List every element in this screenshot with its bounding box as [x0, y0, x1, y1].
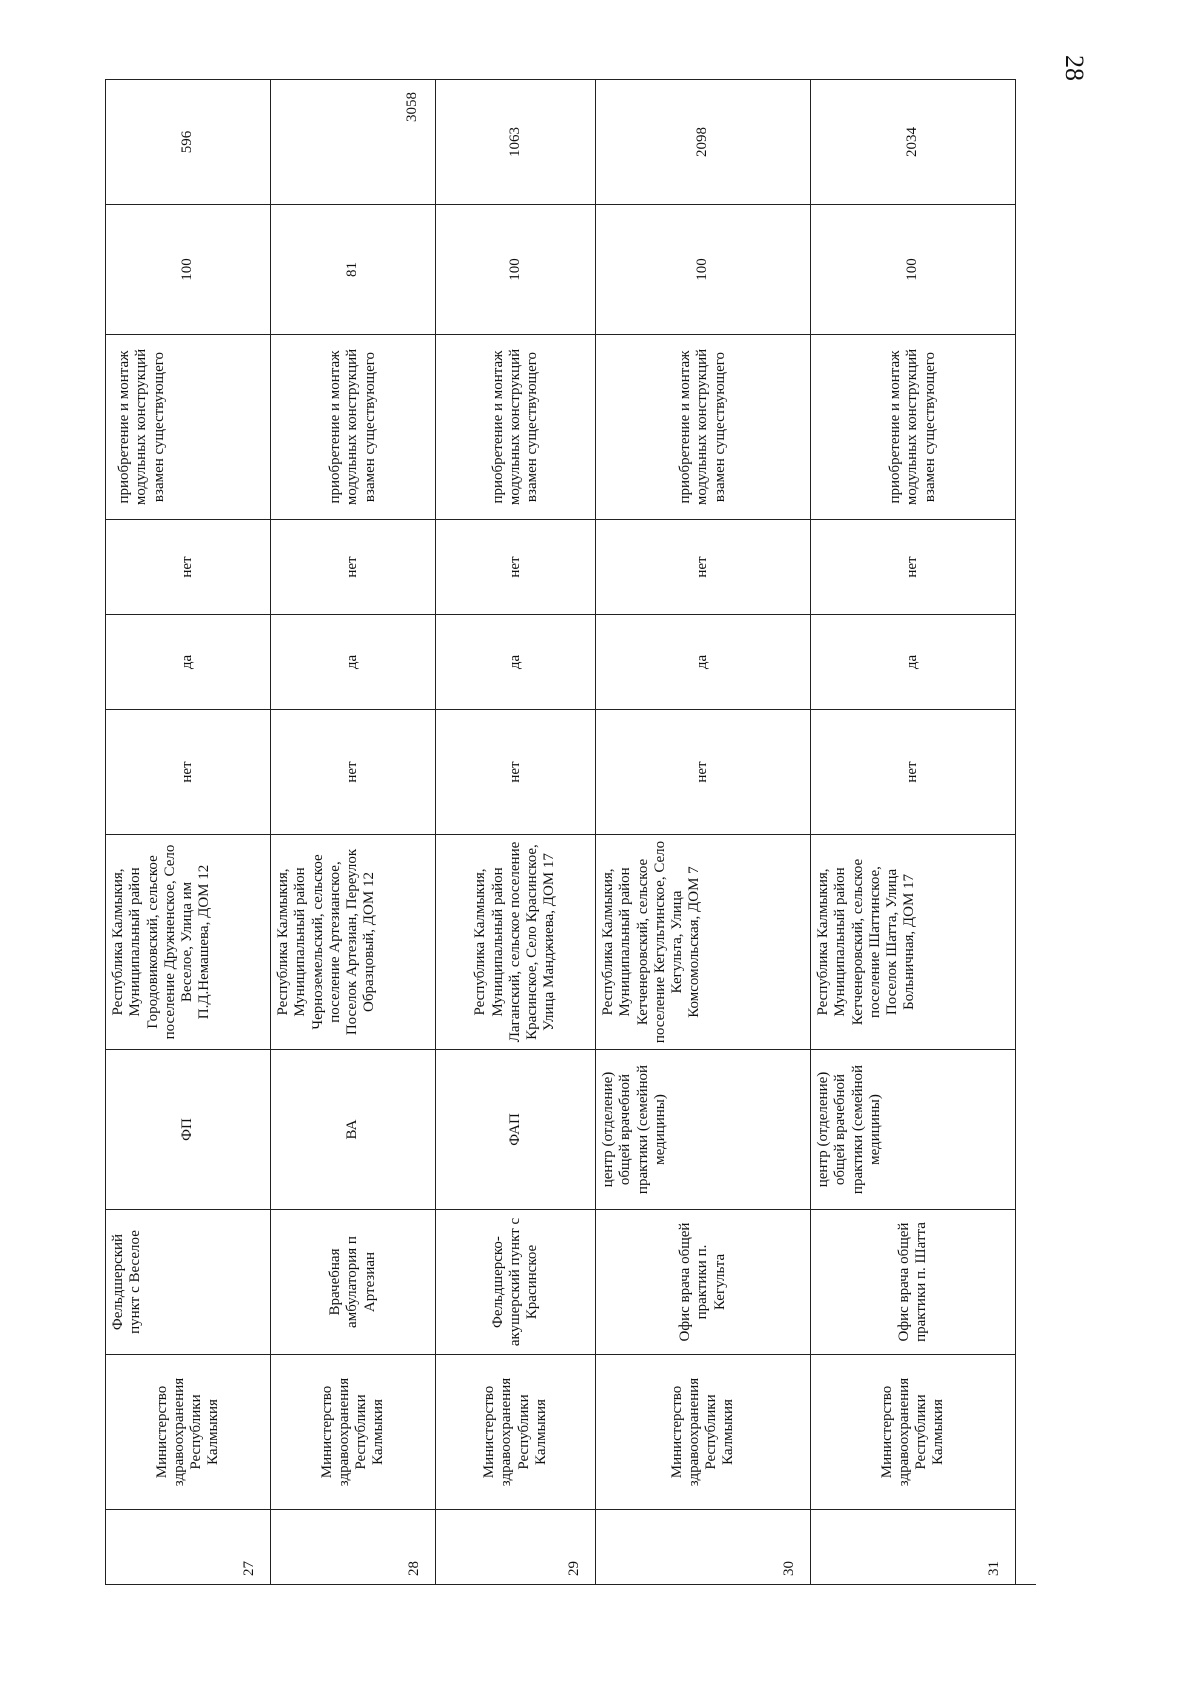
flag-cell-2: да — [436, 614, 596, 709]
flag-cell-3: нет — [596, 519, 811, 614]
facility-type-cell: ВА — [271, 1049, 436, 1209]
facility-name-cell: Офис врача общей практики п. Кегульта — [596, 1209, 811, 1354]
percent-cell: 100 — [596, 204, 811, 334]
address-cell: Республика Калмыкия, Муниципальный район Городовиковский, сельское поселение Дружненское, Село Веселое, Улица им П.Д.Немашева, ДОМ 12 — [106, 834, 271, 1049]
flag-cell-2: да — [596, 614, 811, 709]
flag-cell-2: да — [271, 614, 436, 709]
facility-type-cell: ФП — [106, 1049, 271, 1209]
organization-cell: Министерство здравоохранения Республики Калмыкия — [596, 1354, 811, 1509]
facility-name-cell: Фельдшерский пункт с Веселое — [106, 1209, 271, 1354]
facility-name-cell: Фельдшерско-акушерский пункт с Красинское — [436, 1209, 596, 1354]
flag-cell-1: нет — [271, 709, 436, 834]
flag-cell-1: нет — [106, 709, 271, 834]
percent-cell: 100 — [811, 204, 1016, 334]
row-number: 31 — [811, 1509, 1016, 1584]
population-cell: 596 — [106, 79, 271, 204]
measure-cell: приобретение и монтаж модульных конструкций взамен существующего — [106, 334, 271, 519]
population-cell: 2034 — [811, 79, 1016, 204]
flag-cell-3: нет — [271, 519, 436, 614]
organization-cell: Министерство здравоохранения Республики Калмыкия — [811, 1354, 1016, 1509]
flag-cell-3: нет — [106, 519, 271, 614]
percent-cell: 100 — [436, 204, 596, 334]
percent-cell: 81 — [271, 204, 436, 334]
address-cell: Республика Калмыкия, Муниципальный район Лаганский, сельское поселение Красинское, Село Красинское, Улица Манджиева, ДОМ 17 — [436, 834, 596, 1049]
organization-cell: Министерство здравоохранения Республики Калмыкия — [436, 1354, 596, 1509]
row-number: 28 — [271, 1509, 436, 1584]
measure-cell: приобретение и монтаж модульных конструкций взамен существующего — [811, 334, 1016, 519]
flag-cell-1: нет — [596, 709, 811, 834]
population-cell: 3058 — [271, 79, 436, 204]
population-cell: 1063 — [436, 79, 596, 204]
address-cell: Республика Калмыкия, Муниципальный район Кетченеровский, сельское поселение Кегультинское, Село Кегульта, Улица Комсомольская, ДОМ 7 — [596, 834, 811, 1049]
facility-name-cell: Офис врача общей практики п. Шатта — [811, 1209, 1016, 1354]
facility-type-cell: ФАП — [436, 1049, 596, 1209]
percent-cell: 100 — [106, 204, 271, 334]
facility-type-cell: центр (отделение) общей врачебной практики (семейной медицины) — [596, 1049, 811, 1209]
flag-cell-1: нет — [811, 709, 1016, 834]
flag-cell-3: нет — [811, 519, 1016, 614]
row-number: 29 — [436, 1509, 596, 1584]
measure-cell: приобретение и монтаж модульных конструкций взамен существующего — [271, 334, 436, 519]
facilities-table — [105, 79, 1036, 1585]
facility-name-cell: Врачебная амбулатория п Артезиан — [271, 1209, 436, 1354]
facility-type-cell: центр (отделение) общей врачебной практики (семейной медицины) — [811, 1049, 1016, 1209]
population-cell: 2098 — [596, 79, 811, 204]
organization-cell: Министерство здравоохранения Республики Калмыкия — [271, 1354, 436, 1509]
measure-cell: приобретение и монтаж модульных конструкций взамен существующего — [596, 334, 811, 519]
flag-cell-3: нет — [436, 519, 596, 614]
address-cell: Республика Калмыкия, Муниципальный район Черноземельский, сельское поселение Артезианское, Поселок Артезиан, Переулок Образцовый, ДОМ 12 — [271, 834, 436, 1049]
organization-cell: Министерство здравоохранения Республики Калмыкия — [106, 1354, 271, 1509]
flag-cell-2: да — [811, 614, 1016, 709]
page-number: 28 — [1060, 55, 1089, 81]
address-cell: Республика Калмыкия, Муниципальный район Кетченеровский, сельское поселение Шаттинское, Поселок Шатта, Улица Больничная, ДОМ 17 — [811, 834, 1016, 1049]
flag-cell-2: да — [106, 614, 271, 709]
measure-cell: приобретение и монтаж модульных конструкций взамен существующего — [436, 334, 596, 519]
row-number: 30 — [596, 1509, 811, 1584]
row-number: 27 — [106, 1509, 271, 1584]
flag-cell-1: нет — [436, 709, 596, 834]
